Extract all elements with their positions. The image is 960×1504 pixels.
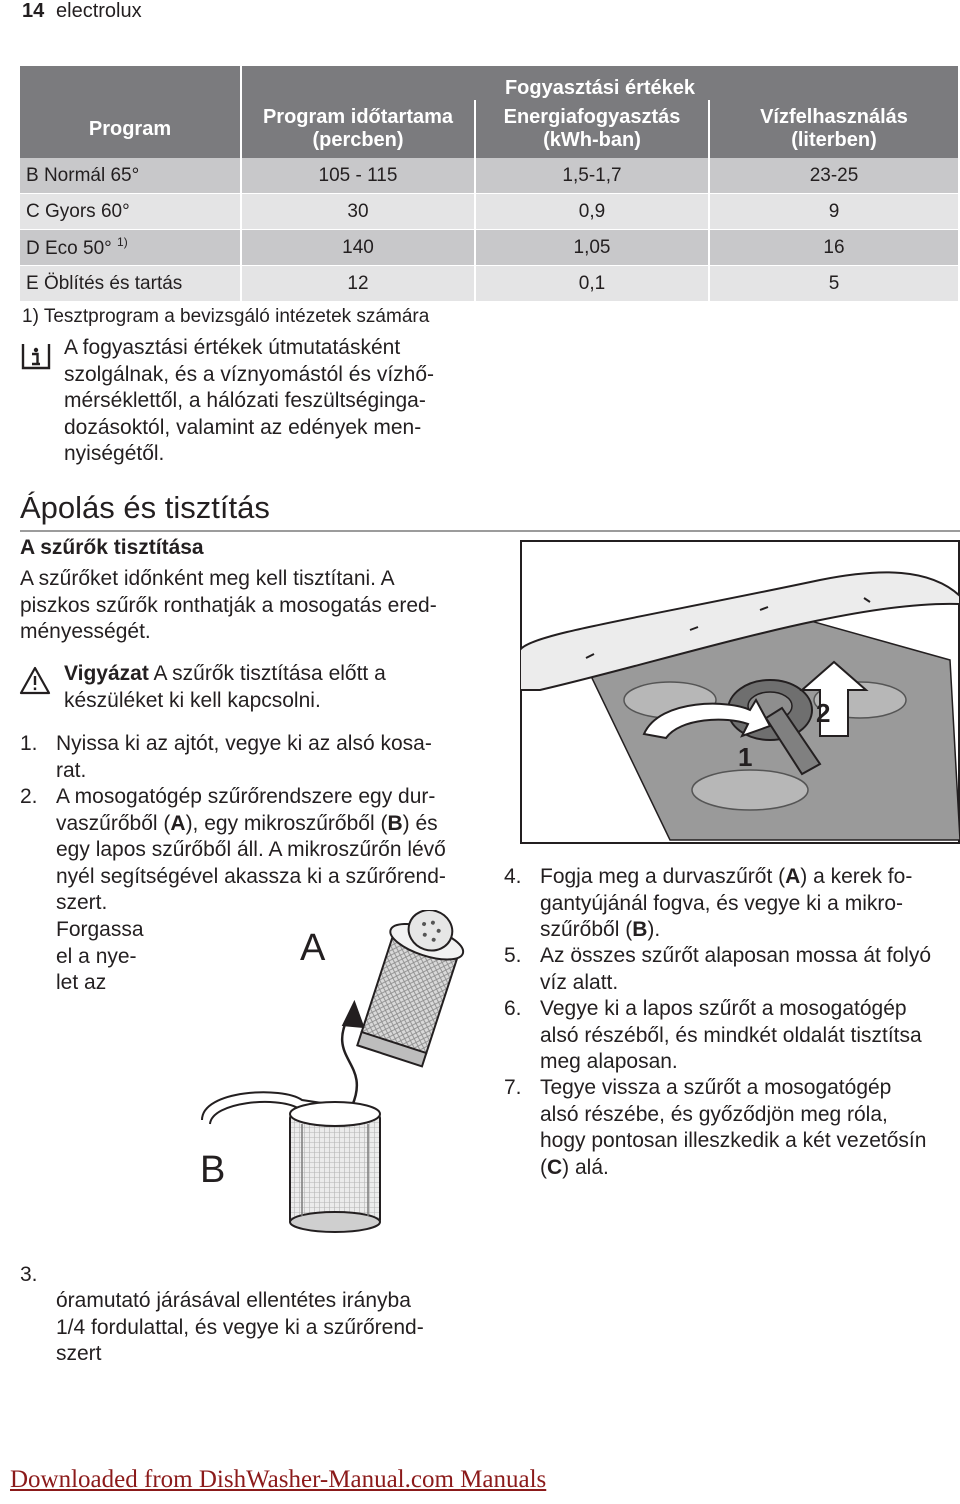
info-line: szolgálnak, és a víznyomástól és vízhő-: [64, 362, 435, 386]
warning-icon: [19, 666, 51, 696]
cell-water: 9: [709, 194, 958, 230]
table-group-header-row: [20, 66, 958, 100]
step-line: hogy pontosan illeszkedik a két vezetősín: [540, 1129, 927, 1152]
text-run: ) alá.: [562, 1155, 609, 1179]
column-header-unit: (percben): [312, 129, 404, 151]
cell-energy: 1,5-1,7: [475, 158, 709, 194]
cell-program: C Gyors 60°: [20, 194, 241, 230]
text-run: ), egy mikroszűrőből (: [185, 811, 388, 835]
step-line: rat.: [56, 758, 87, 782]
download-link[interactable]: Downloaded from DishWasher-Manual.com Manuals: [10, 1466, 547, 1493]
step-2: [20, 784, 490, 924]
step-line: Vegye ki a lapos szűrőt a mosogatógép: [540, 997, 907, 1020]
step-line: nyél segítségével akassza ki a szűrőrend-: [56, 864, 446, 888]
part-label-b: B: [387, 811, 403, 835]
step-line: Az összes szűrőt alaposan mossa át folyó: [540, 944, 932, 967]
step-line: egy lapos szűrőből áll. A mikroszűrőn lévő: [56, 838, 446, 861]
warning-line: készüléket ki kell kapcsolni.: [64, 688, 321, 712]
table-group-header: Fogyasztási értékek: [241, 66, 958, 100]
step-line: víz alatt.: [540, 970, 619, 994]
intro-line: A szűrőket időnként meg kell tisztítani. A: [20, 567, 395, 590]
step-2-continuation: [56, 917, 176, 997]
step-line: Nyissa ki az ajtót, vegye ki az alsó kosa-: [56, 732, 432, 755]
label-a: A: [300, 927, 326, 969]
step-text: [56, 731, 486, 784]
step-text: [540, 943, 960, 996]
warning-line: [64, 661, 464, 688]
step-3-text: [56, 1288, 476, 1368]
table-row: [20, 266, 958, 302]
page-number: 14: [22, 0, 45, 22]
column-header-text: Program időtartama: [262, 106, 454, 128]
step-7: [504, 1075, 960, 1185]
cell-duration: 140: [241, 230, 475, 266]
step-text: [540, 996, 960, 1076]
column-header-unit: (kWh-ban): [543, 129, 641, 151]
step-number: 7.: [504, 1076, 522, 1099]
step-line: meg alaposan.: [540, 1050, 678, 1073]
step-text: [540, 864, 960, 944]
step-line: let az: [56, 971, 107, 994]
cell-program: E Öblítés és tartás: [20, 266, 241, 302]
column-header-energy: [475, 100, 709, 158]
footnote-ref: 1): [117, 235, 128, 249]
part-label-a: A: [170, 811, 186, 835]
text-run: ) a kerek fo-: [800, 865, 913, 888]
cell-energy: 1,05: [475, 230, 709, 266]
section-divider: [20, 530, 960, 532]
cell-energy: 0,9: [475, 194, 709, 230]
step-4: [504, 864, 960, 944]
cell-duration: 105 - 115: [241, 158, 475, 194]
cell-water: 16: [709, 230, 958, 266]
subsection-title: A szűrők tisztítása: [20, 536, 204, 559]
table-group-spacer: [20, 66, 241, 100]
step-line: szert.: [56, 891, 108, 914]
info-line: A fogyasztási értékek útmutatásként: [64, 336, 401, 359]
text-run: ) és: [402, 811, 438, 835]
cell-duration: 30: [241, 194, 475, 230]
cell-program: B Normál 65°: [20, 158, 241, 194]
step-number: 6.: [504, 997, 522, 1020]
cell-water: 5: [709, 266, 958, 302]
step-number: 5.: [504, 944, 522, 967]
step-3-number: 3.: [20, 1263, 38, 1286]
step-5: [504, 943, 960, 997]
step-line: [56, 811, 496, 838]
cell-duration: 12: [241, 266, 475, 302]
label-b: B: [200, 1149, 226, 1191]
intro-line: ményességét.: [20, 620, 151, 643]
column-header-text: Energiafogyasztás: [503, 106, 681, 128]
step-line: A mosogatógép szűrőrendszere egy dur-: [56, 785, 436, 808]
section-title: Ápolás és tisztítás: [20, 490, 270, 525]
step-line: 1/4 fordulattal, és vegye ki a szűrőrend-: [56, 1315, 424, 1339]
step-line: Forgassa: [56, 918, 144, 941]
label-2: 2: [816, 698, 831, 728]
column-header-text: Vízfelhasználás: [760, 106, 908, 128]
info-line: dozásoktól, valamint az edények men-: [64, 415, 422, 439]
step-1: [20, 731, 490, 785]
info-line: nyiségétől.: [64, 442, 165, 465]
cell-energy: 0,1: [475, 266, 709, 302]
cell-program: [20, 230, 241, 266]
step-text: [56, 784, 496, 917]
step-line: [540, 1155, 960, 1182]
step-line: alsó részéből, és mindkét oldalát tisztítsa: [540, 1023, 922, 1047]
table-row: [20, 230, 958, 266]
consumption-table: [20, 66, 958, 302]
step-line: óramutató járásával ellentétes irányba: [56, 1289, 411, 1312]
step-6: [504, 996, 960, 1076]
warning-note: [64, 661, 464, 714]
step-text: [540, 1075, 960, 1181]
step-number: 2.: [20, 785, 38, 808]
info-icon: [20, 342, 52, 372]
table-footnote: 1) Tesztprogram a bevizsgáló intézetek számára: [22, 306, 430, 327]
step-number: 1.: [20, 732, 38, 755]
table-row: [20, 158, 958, 194]
column-header-unit: (literben): [791, 129, 877, 151]
cell-water: 23-25: [709, 158, 958, 194]
dishwasher-filter-illustration: [520, 540, 960, 844]
part-label-b: B: [632, 918, 648, 941]
info-note: [64, 335, 484, 468]
step-line: Tegye vissza a szűrőt a mosogatógép: [540, 1076, 892, 1099]
info-line: mérséklettől, a hálózati feszültséginga-: [64, 389, 426, 412]
step-number: 4.: [504, 865, 522, 888]
warning-label: Vigyázat: [64, 662, 149, 685]
text-run: (: [540, 1155, 547, 1179]
table-header-row: [20, 100, 958, 158]
column-header-program: [20, 100, 241, 158]
warning-text: A szűrők tisztítása előtt a: [148, 662, 386, 685]
brand-name: electrolux: [56, 0, 142, 22]
step-line: el a nye-: [56, 944, 137, 968]
column-header-text: Program: [88, 117, 172, 140]
text-run: szűrőből (: [540, 918, 633, 941]
text-run: Fogja meg a durvaszűrőt (: [540, 865, 786, 888]
step-line: alsó részébe, és győződjön meg róla,: [540, 1102, 888, 1126]
column-header-duration: [241, 100, 475, 158]
text-run: vaszűrőből (: [56, 811, 171, 835]
part-label-c: C: [547, 1155, 563, 1179]
step-line: gantyújánál fogva, és vegye ki a mikro-: [540, 891, 904, 915]
step-line: szert: [56, 1342, 102, 1365]
table-row: [20, 194, 958, 230]
program-name: D Eco 50°: [26, 238, 112, 259]
column-header-water: [709, 100, 958, 158]
text-run: ).: [647, 918, 661, 941]
intro-line: piszkos szűrők ronthatják a mosogatás ered-: [20, 593, 437, 617]
filter-illustration: [192, 910, 482, 1242]
step-line: [540, 917, 960, 944]
label-1: 1: [738, 742, 753, 772]
step-line: [540, 864, 960, 891]
part-label-a: A: [785, 865, 801, 888]
intro-paragraph: [20, 566, 490, 646]
